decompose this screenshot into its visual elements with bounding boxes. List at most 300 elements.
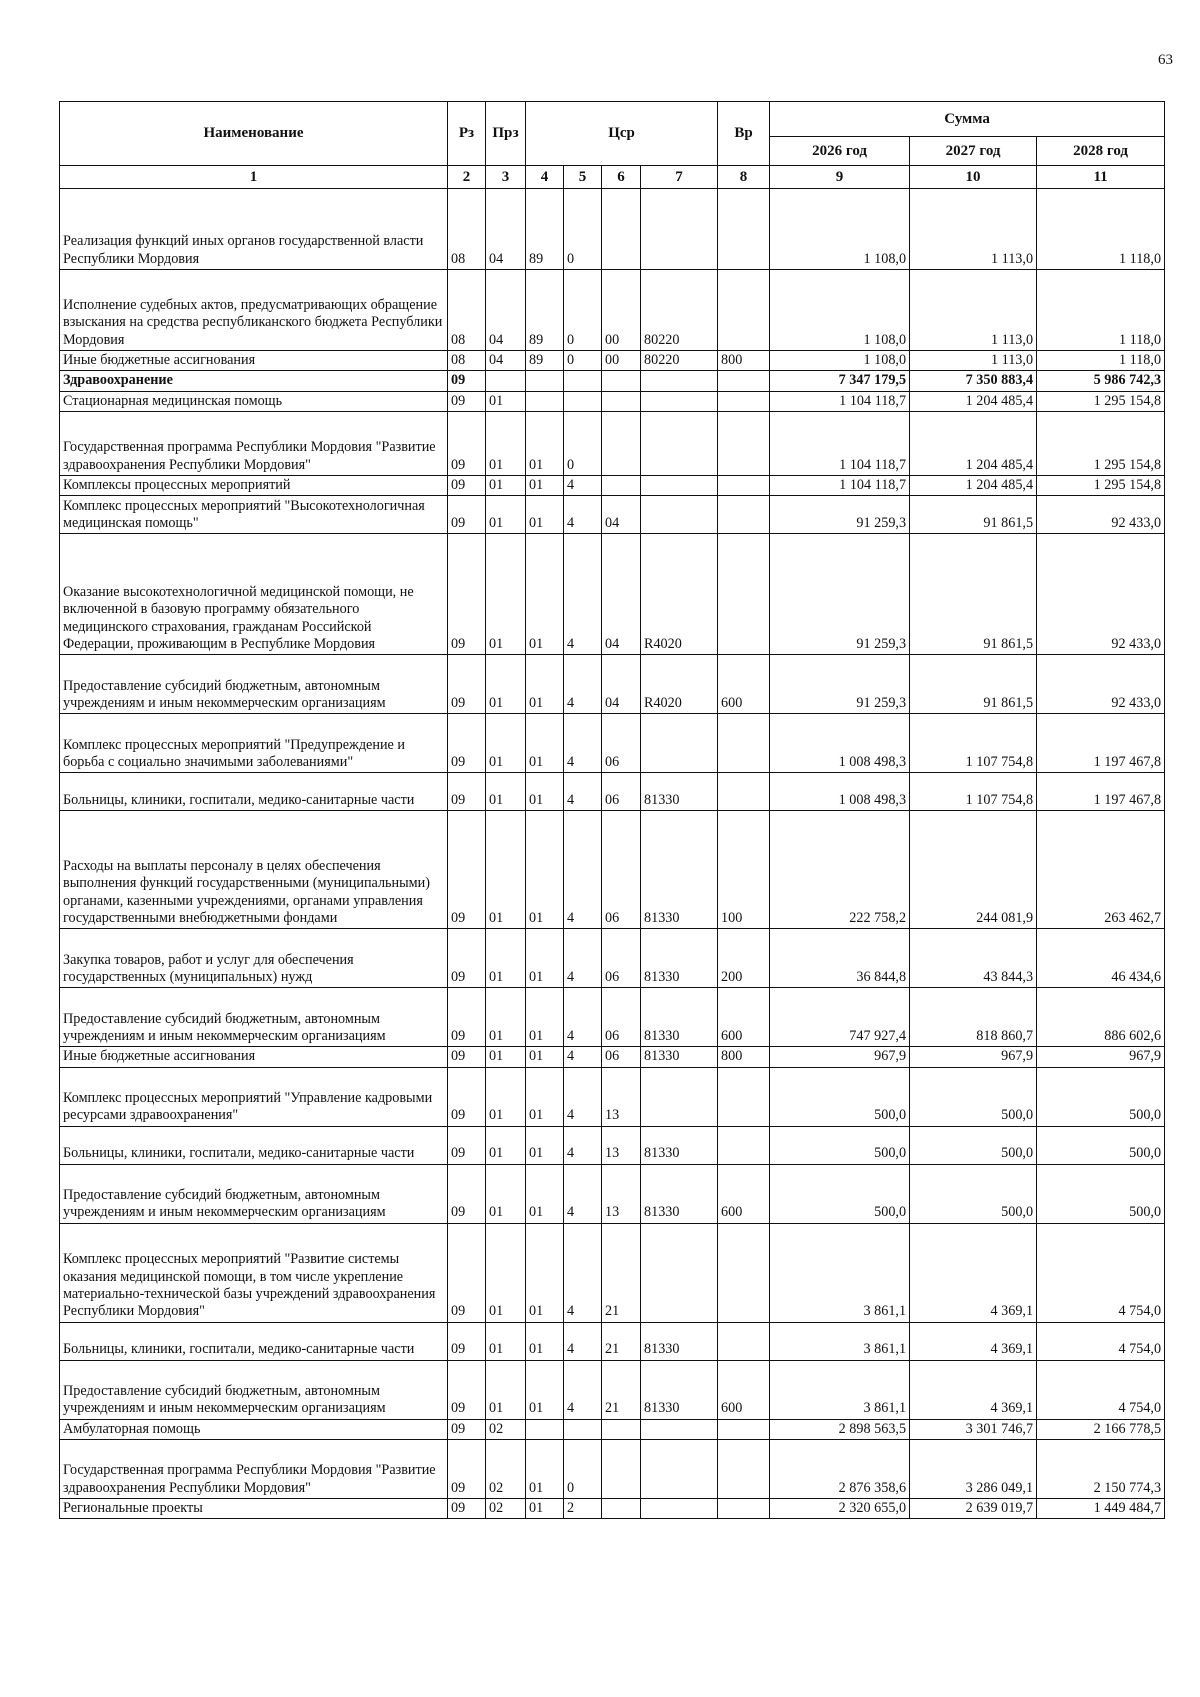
- row-csr-7: 81330: [641, 811, 718, 929]
- row-rz: 09: [448, 391, 486, 411]
- row-rz: 09: [448, 1067, 486, 1126]
- row-rz: 09: [448, 534, 486, 655]
- header-prz: Прз: [486, 102, 526, 166]
- row-csr-7: [641, 1223, 718, 1322]
- row-sum-2028: 1 295 154,8: [1037, 411, 1165, 475]
- row-vr: [718, 496, 770, 534]
- row-sum-2027: 1 107 754,8: [910, 773, 1037, 811]
- row-csr-5: 4: [564, 1322, 602, 1360]
- row-csr-5: [564, 391, 602, 411]
- row-csr-5: 0: [564, 411, 602, 475]
- header-name: Наименование: [60, 102, 448, 166]
- table-row: [60, 391, 1165, 411]
- row-prz: 02: [486, 1439, 526, 1498]
- row-csr-7: 81330: [641, 773, 718, 811]
- row-sum-2028: 1 118,0: [1037, 270, 1165, 351]
- row-rz: 09: [448, 655, 486, 714]
- row-csr-5: 2: [564, 1498, 602, 1518]
- row-csr-6: [602, 391, 641, 411]
- row-csr-5: 4: [564, 1223, 602, 1322]
- row-sum-2028: 4 754,0: [1037, 1322, 1165, 1360]
- row-csr-4: 89: [526, 351, 564, 371]
- row-sum-2027: 1 113,0: [910, 270, 1037, 351]
- row-csr-5: [564, 1419, 602, 1439]
- column-number: 7: [641, 166, 718, 189]
- row-csr-7: 80220: [641, 270, 718, 351]
- row-rz: 09: [448, 371, 486, 391]
- row-csr-4: 01: [526, 1322, 564, 1360]
- table-row: [60, 1047, 1165, 1067]
- row-sum-2026: 500,0: [770, 1164, 910, 1223]
- row-sum-2026: 2 898 563,5: [770, 1419, 910, 1439]
- row-csr-7: R4020: [641, 534, 718, 655]
- row-vr: 200: [718, 929, 770, 988]
- row-sum-2027: 1 204 485,4: [910, 411, 1037, 475]
- row-sum-2028: 4 754,0: [1037, 1223, 1165, 1322]
- row-sum-2027: 818 860,7: [910, 988, 1037, 1047]
- row-sum-2026: 36 844,8: [770, 929, 910, 988]
- row-csr-6: 21: [602, 1360, 641, 1419]
- row-csr-4: 01: [526, 1067, 564, 1126]
- row-csr-7: [641, 475, 718, 495]
- row-csr-5: 4: [564, 1126, 602, 1164]
- row-name: Государственная программа Республики Мордовия "Развитие здравоохранения Республики Мордовия": [60, 1439, 448, 1498]
- row-name: Больницы, клиники, госпитали, медико-санитарные части: [60, 773, 448, 811]
- row-csr-6: 21: [602, 1223, 641, 1322]
- row-sum-2028: 92 433,0: [1037, 534, 1165, 655]
- row-sum-2027: 3 286 049,1: [910, 1439, 1037, 1498]
- row-csr-5: 4: [564, 475, 602, 495]
- row-csr-5: 4: [564, 655, 602, 714]
- row-name: Стационарная медицинская помощь: [60, 391, 448, 411]
- row-csr-5: 4: [564, 534, 602, 655]
- row-csr-7: 81330: [641, 1047, 718, 1067]
- row-csr-6: 06: [602, 811, 641, 929]
- row-csr-6: 06: [602, 773, 641, 811]
- row-sum-2026: 91 259,3: [770, 534, 910, 655]
- row-csr-4: 01: [526, 411, 564, 475]
- row-vr: [718, 189, 770, 270]
- row-rz: 09: [448, 929, 486, 988]
- row-vr: [718, 1498, 770, 1518]
- row-sum-2026: 1 108,0: [770, 189, 910, 270]
- row-sum-2026: 500,0: [770, 1067, 910, 1126]
- row-vr: [718, 391, 770, 411]
- row-name: Иные бюджетные ассигнования: [60, 351, 448, 371]
- row-sum-2026: 3 861,1: [770, 1223, 910, 1322]
- row-csr-6: 00: [602, 270, 641, 351]
- table-row: [60, 351, 1165, 371]
- row-prz: 04: [486, 270, 526, 351]
- row-prz: 01: [486, 988, 526, 1047]
- row-sum-2026: 500,0: [770, 1126, 910, 1164]
- row-prz: 01: [486, 1322, 526, 1360]
- row-vr: [718, 714, 770, 773]
- row-rz: 09: [448, 988, 486, 1047]
- row-name: Исполнение судебных актов, предусматривающих обращение взыскания на средства республиканского бюджета Республики Мордовия: [60, 270, 448, 351]
- row-sum-2026: 3 861,1: [770, 1360, 910, 1419]
- row-sum-2028: 500,0: [1037, 1164, 1165, 1223]
- column-number: 5: [564, 166, 602, 189]
- row-csr-4: 01: [526, 534, 564, 655]
- table-row: [60, 270, 1165, 351]
- row-csr-4: 89: [526, 270, 564, 351]
- row-csr-5: 4: [564, 811, 602, 929]
- row-vr: [718, 1223, 770, 1322]
- table-row: [60, 655, 1165, 714]
- row-vr: [718, 411, 770, 475]
- row-vr: [718, 475, 770, 495]
- row-name: Расходы на выплаты персоналу в целях обеспечения выполнения функций государственными (муниципальными) органами, казенными учреждениями, органами управления государственными внебюджетными фондами: [60, 811, 448, 929]
- row-prz: 02: [486, 1498, 526, 1518]
- row-sum-2028: 263 462,7: [1037, 811, 1165, 929]
- row-vr: 100: [718, 811, 770, 929]
- column-number: 8: [718, 166, 770, 189]
- table-header: [60, 102, 1165, 189]
- column-number: 6: [602, 166, 641, 189]
- row-csr-6: [602, 371, 641, 391]
- row-sum-2027: 1 107 754,8: [910, 714, 1037, 773]
- row-sum-2028: 1 197 467,8: [1037, 773, 1165, 811]
- row-prz: 01: [486, 655, 526, 714]
- header-year-2027: 2027 год: [910, 137, 1037, 166]
- row-prz: 02: [486, 1419, 526, 1439]
- row-rz: 09: [448, 773, 486, 811]
- row-sum-2027: 500,0: [910, 1126, 1037, 1164]
- column-number: 3: [486, 166, 526, 189]
- row-csr-7: 80220: [641, 351, 718, 371]
- column-number: 2: [448, 166, 486, 189]
- table-row: [60, 1164, 1165, 1223]
- table-row: [60, 496, 1165, 534]
- row-prz: 01: [486, 773, 526, 811]
- row-name: Предоставление субсидий бюджетным, автономным учреждениям и иным некоммерческим организациям: [60, 988, 448, 1047]
- row-sum-2028: 1 118,0: [1037, 189, 1165, 270]
- row-csr-4: 01: [526, 1047, 564, 1067]
- row-csr-6: 04: [602, 496, 641, 534]
- row-csr-7: 81330: [641, 988, 718, 1047]
- table-row: [60, 1419, 1165, 1439]
- row-name: Больницы, клиники, госпитали, медико-санитарные части: [60, 1126, 448, 1164]
- row-rz: 09: [448, 1126, 486, 1164]
- row-prz: 01: [486, 1126, 526, 1164]
- row-csr-5: 4: [564, 1047, 602, 1067]
- row-csr-5: 4: [564, 929, 602, 988]
- header-rz: Рз: [448, 102, 486, 166]
- row-sum-2028: 886 602,6: [1037, 988, 1165, 1047]
- row-sum-2026: 91 259,3: [770, 655, 910, 714]
- row-sum-2027: 1 204 485,4: [910, 475, 1037, 495]
- table-row: [60, 929, 1165, 988]
- row-prz: 01: [486, 1047, 526, 1067]
- row-csr-7: [641, 714, 718, 773]
- row-sum-2027: 91 861,5: [910, 534, 1037, 655]
- table-row: [60, 1223, 1165, 1322]
- row-csr-4: 89: [526, 189, 564, 270]
- row-sum-2026: 1 104 118,7: [770, 475, 910, 495]
- row-prz: 01: [486, 714, 526, 773]
- row-rz: 08: [448, 270, 486, 351]
- row-sum-2026: 1 104 118,7: [770, 391, 910, 411]
- row-csr-7: [641, 496, 718, 534]
- table-row: [60, 1126, 1165, 1164]
- row-csr-5: 4: [564, 1067, 602, 1126]
- table-row: [60, 371, 1165, 391]
- table-row: [60, 475, 1165, 495]
- row-prz: 01: [486, 1223, 526, 1322]
- row-rz: 09: [448, 1498, 486, 1518]
- row-sum-2028: 500,0: [1037, 1126, 1165, 1164]
- row-csr-5: 0: [564, 351, 602, 371]
- row-csr-5: 0: [564, 1439, 602, 1498]
- row-csr-4: 01: [526, 655, 564, 714]
- row-sum-2027: 500,0: [910, 1164, 1037, 1223]
- row-sum-2026: 1 104 118,7: [770, 411, 910, 475]
- row-csr-4: [526, 371, 564, 391]
- row-sum-2026: 2 320 655,0: [770, 1498, 910, 1518]
- row-csr-5: 4: [564, 1164, 602, 1223]
- row-csr-7: [641, 371, 718, 391]
- header-csr: Цср: [526, 102, 718, 166]
- row-csr-4: 01: [526, 714, 564, 773]
- row-csr-5: 4: [564, 773, 602, 811]
- row-csr-4: 01: [526, 1439, 564, 1498]
- table-row: [60, 1067, 1165, 1126]
- row-name: Региональные проекты: [60, 1498, 448, 1518]
- row-sum-2027: 1 113,0: [910, 351, 1037, 371]
- row-csr-7: 81330: [641, 1360, 718, 1419]
- row-csr-7: [641, 1498, 718, 1518]
- row-csr-6: 06: [602, 714, 641, 773]
- row-csr-6: [602, 475, 641, 495]
- row-vr: [718, 534, 770, 655]
- row-sum-2028: 1 295 154,8: [1037, 475, 1165, 495]
- row-csr-6: 06: [602, 988, 641, 1047]
- row-csr-5: 4: [564, 1360, 602, 1419]
- row-sum-2028: 92 433,0: [1037, 655, 1165, 714]
- table-row: [60, 1322, 1165, 1360]
- row-csr-4: 01: [526, 496, 564, 534]
- row-sum-2028: 4 754,0: [1037, 1360, 1165, 1419]
- table-row: [60, 1498, 1165, 1518]
- table-row: [60, 1439, 1165, 1498]
- table-row: [60, 811, 1165, 929]
- table-row: [60, 534, 1165, 655]
- row-csr-7: 81330: [641, 1126, 718, 1164]
- row-sum-2027: 7 350 883,4: [910, 371, 1037, 391]
- row-sum-2028: 2 150 774,3: [1037, 1439, 1165, 1498]
- row-sum-2028: 967,9: [1037, 1047, 1165, 1067]
- row-name: Оказание высокотехнологичной медицинской помощи, не включенной в базовую программу обязательного медицинского страхования, гражданам Российской Федерации, проживающим в Республике Мордовия: [60, 534, 448, 655]
- column-number: 4: [526, 166, 564, 189]
- row-prz: 01: [486, 411, 526, 475]
- row-rz: 09: [448, 496, 486, 534]
- row-csr-5: 4: [564, 988, 602, 1047]
- table-row: [60, 773, 1165, 811]
- row-csr-7: 81330: [641, 1322, 718, 1360]
- row-name: Реализация функций иных органов государственной власти Республики Мордовия: [60, 189, 448, 270]
- row-sum-2028: 2 166 778,5: [1037, 1419, 1165, 1439]
- row-sum-2026: 3 861,1: [770, 1322, 910, 1360]
- row-csr-7: [641, 391, 718, 411]
- row-sum-2028: 1 197 467,8: [1037, 714, 1165, 773]
- row-name: Предоставление субсидий бюджетным, автономным учреждениям и иным некоммерческим организациям: [60, 1360, 448, 1419]
- column-number: 1: [60, 166, 448, 189]
- row-vr: [718, 270, 770, 351]
- row-sum-2027: 91 861,5: [910, 496, 1037, 534]
- table-row: [60, 189, 1165, 270]
- row-csr-7: [641, 411, 718, 475]
- row-vr: [718, 1067, 770, 1126]
- row-sum-2027: 4 369,1: [910, 1360, 1037, 1419]
- row-sum-2028: 1 449 484,7: [1037, 1498, 1165, 1518]
- row-rz: 09: [448, 475, 486, 495]
- row-vr: 600: [718, 655, 770, 714]
- row-csr-6: 13: [602, 1126, 641, 1164]
- row-prz: 01: [486, 534, 526, 655]
- row-csr-6: [602, 1419, 641, 1439]
- row-csr-5: 0: [564, 189, 602, 270]
- row-csr-6: [602, 411, 641, 475]
- column-number: 9: [770, 166, 910, 189]
- row-vr: [718, 1419, 770, 1439]
- row-sum-2026: 2 876 358,6: [770, 1439, 910, 1498]
- header-vr: Вр: [718, 102, 770, 166]
- row-csr-7: R4020: [641, 655, 718, 714]
- row-csr-4: 01: [526, 811, 564, 929]
- row-vr: [718, 371, 770, 391]
- row-rz: 09: [448, 714, 486, 773]
- row-name: Предоставление субсидий бюджетным, автономным учреждениям и иным некоммерческим организациям: [60, 655, 448, 714]
- row-csr-6: 21: [602, 1322, 641, 1360]
- row-sum-2027: 4 369,1: [910, 1322, 1037, 1360]
- row-prz: [486, 371, 526, 391]
- row-prz: 01: [486, 929, 526, 988]
- row-prz: 01: [486, 391, 526, 411]
- row-csr-7: [641, 1439, 718, 1498]
- row-rz: 09: [448, 811, 486, 929]
- row-csr-7: [641, 1067, 718, 1126]
- row-csr-5: 4: [564, 496, 602, 534]
- row-sum-2027: 967,9: [910, 1047, 1037, 1067]
- row-csr-6: 04: [602, 655, 641, 714]
- row-vr: 800: [718, 1047, 770, 1067]
- row-sum-2028: 92 433,0: [1037, 496, 1165, 534]
- row-name: Иные бюджетные ассигнования: [60, 1047, 448, 1067]
- row-name: Комплекс процессных мероприятий "Управление кадровыми ресурсами здравоохранения": [60, 1067, 448, 1126]
- row-vr: 600: [718, 1360, 770, 1419]
- row-csr-6: 04: [602, 534, 641, 655]
- row-csr-4: 01: [526, 988, 564, 1047]
- row-vr: [718, 1322, 770, 1360]
- row-vr: 600: [718, 988, 770, 1047]
- row-sum-2027: 43 844,3: [910, 929, 1037, 988]
- row-prz: 04: [486, 189, 526, 270]
- header-year-2028: 2028 год: [1037, 137, 1165, 166]
- row-csr-4: 01: [526, 1126, 564, 1164]
- row-rz: 08: [448, 189, 486, 270]
- row-prz: 01: [486, 1360, 526, 1419]
- row-sum-2028: 46 434,6: [1037, 929, 1165, 988]
- table-row: [60, 1360, 1165, 1419]
- row-csr-5: [564, 371, 602, 391]
- row-name: Государственная программа Республики Мордовия "Развитие здравоохранения Республики Мордовия": [60, 411, 448, 475]
- row-vr: [718, 1126, 770, 1164]
- column-number: 10: [910, 166, 1037, 189]
- row-prz: 01: [486, 1164, 526, 1223]
- row-csr-4: 01: [526, 1164, 564, 1223]
- row-csr-6: 06: [602, 1047, 641, 1067]
- row-csr-6: [602, 1498, 641, 1518]
- row-rz: 09: [448, 1164, 486, 1223]
- row-csr-7: [641, 1419, 718, 1439]
- row-sum-2026: 1 108,0: [770, 270, 910, 351]
- row-name: Комплекс процессных мероприятий "Предупреждение и борьба с социально значимыми заболеваниями": [60, 714, 448, 773]
- row-csr-6: [602, 1439, 641, 1498]
- header-sum: Сумма: [770, 102, 1165, 137]
- row-csr-6: 13: [602, 1164, 641, 1223]
- row-sum-2027: 500,0: [910, 1067, 1037, 1126]
- row-csr-6: 06: [602, 929, 641, 988]
- row-csr-4: 01: [526, 475, 564, 495]
- row-prz: 01: [486, 496, 526, 534]
- row-sum-2026: 747 927,4: [770, 988, 910, 1047]
- row-sum-2027: 4 369,1: [910, 1223, 1037, 1322]
- row-csr-4: [526, 1419, 564, 1439]
- row-csr-7: [641, 189, 718, 270]
- row-prz: 01: [486, 475, 526, 495]
- table-row: [60, 714, 1165, 773]
- row-csr-6: [602, 189, 641, 270]
- row-csr-7: 81330: [641, 1164, 718, 1223]
- page-number: 63: [1158, 52, 1173, 68]
- row-prz: 04: [486, 351, 526, 371]
- row-sum-2028: 1 118,0: [1037, 351, 1165, 371]
- row-sum-2028: 5 986 742,3: [1037, 371, 1165, 391]
- row-name: Комплексы процессных мероприятий: [60, 475, 448, 495]
- row-csr-6: 13: [602, 1067, 641, 1126]
- column-number-row: [60, 166, 1165, 189]
- header-year-2026: 2026 год: [770, 137, 910, 166]
- table-row: [60, 411, 1165, 475]
- row-rz: 08: [448, 351, 486, 371]
- row-sum-2026: 1 008 498,3: [770, 773, 910, 811]
- row-csr-6: 00: [602, 351, 641, 371]
- row-rz: 09: [448, 1439, 486, 1498]
- row-csr-5: 0: [564, 270, 602, 351]
- row-name: Больницы, клиники, госпитали, медико-санитарные части: [60, 1322, 448, 1360]
- row-name: Здравоохранение: [60, 371, 448, 391]
- row-csr-4: 01: [526, 773, 564, 811]
- row-rz: 09: [448, 1047, 486, 1067]
- table-row: [60, 988, 1165, 1047]
- row-sum-2027: 2 639 019,7: [910, 1498, 1037, 1518]
- row-csr-4: [526, 391, 564, 411]
- row-vr: 800: [718, 351, 770, 371]
- table-body: [60, 189, 1165, 1519]
- row-rz: 09: [448, 1322, 486, 1360]
- row-vr: 600: [718, 1164, 770, 1223]
- row-sum-2026: 222 758,2: [770, 811, 910, 929]
- row-rz: 09: [448, 1360, 486, 1419]
- row-sum-2027: 1 113,0: [910, 189, 1037, 270]
- budget-table: [59, 101, 1165, 1519]
- row-sum-2026: 91 259,3: [770, 496, 910, 534]
- row-sum-2026: 1 008 498,3: [770, 714, 910, 773]
- row-sum-2027: 244 081,9: [910, 811, 1037, 929]
- row-sum-2026: 1 108,0: [770, 351, 910, 371]
- row-csr-7: 81330: [641, 929, 718, 988]
